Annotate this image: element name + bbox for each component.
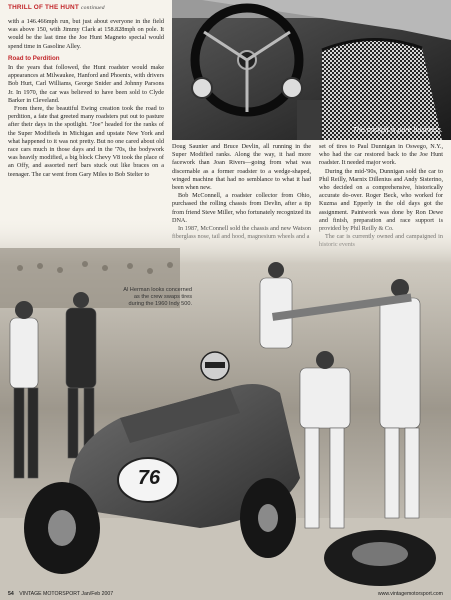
cockpit-illustration [172,0,451,140]
page-footer [0,588,451,600]
magazine-issue: VINTAGE MOTORSPORT Jan/Feb 2007 [19,591,114,597]
pit-stop-illustration [0,218,451,600]
car-number: 76 [137,467,161,489]
section-title: THRILL OF THE HUNT [8,4,79,11]
text-column-left [8,12,164,179]
paragraph: From there, the beautiful Ewing creation took the road to perdition, a fate that greeted many roadsters put out to pasture after their days in the spotlight. "Joe" headed for the ranks of the Super Modifieds in Michigan and upstate New York and what happened to it was not pretty. But no one cared about old race cars much in those days and in the '70s, the bodywork was heavily modified, a big block Chevy V8 took the place of an Offy, and assorted nerf bars stuck out like braces on a teenager. The car went from Gary Miles to Bob Stelter to [8,105,164,178]
paragraph: set of tires to Paul Dunnigan in Oswego, N.Y., who had the car restored back to the Joe Hunt roadster. It needed major work. [319,143,443,167]
cockpit-photo [172,0,451,140]
pit-stop-photo [0,218,451,600]
pit-caption: Al Herman looks concerned as the crew swaps tires during the 1960 Indy 500. [123,287,192,307]
paragraph: with a 146.466mph run, but just about everyone in the field was above 150, with Jimmy Clark at 158.828mph on pole. It would be the last time the Joe Hunt Magneto special would spend time in Gasoline Alley. [8,18,164,50]
cockpit-caption: The cockpit is pure business. [352,127,443,134]
section-header [8,4,168,11]
paragraph: Bob McConnell, a roadster collector from Ohio, purchased the rolling chassis from Devlin, after a tip from friend Steve Miller, who fortunately recognized its [172,192,311,216]
subheading: Road to Perdition [8,54,60,62]
footer-left [8,591,113,597]
page-number: 54 [8,591,14,597]
paragraph: In the years that followed, the Hunt roadster would make appearances at Milwaukee, Hanford and Phoenix, with drivers Bob Hurt, Carl Williams, George Snider and Johnny Parsons Jr. In 1970, the car was believed to have been sold to Clyde Barker in Cleveland. [8,64,164,104]
paragraph: Doug Saunier and Bruce Devlin, all running in the Super Modified ranks. Along the way, it had more facework than Joan Rivers—going from what was discernable as a former roadster to a wedge-shaped, winged machine that had no semblance to what it had been when new. [172,143,311,192]
paragraph: During the mid-'90s, Dunnigan sold the car to Phil Reilly, Marnix Dillenius and Andy Sisterino, who decided on a comprehensive, historically accurate do-over. Roger Beck, who worked for Kuzma and Epperly in the old days got the assignment. Paintwork was done by Ron Dewe [319,167,443,216]
website-url: www.vintagemotorsport.com [377,591,443,597]
continued-label: continued [80,5,105,11]
